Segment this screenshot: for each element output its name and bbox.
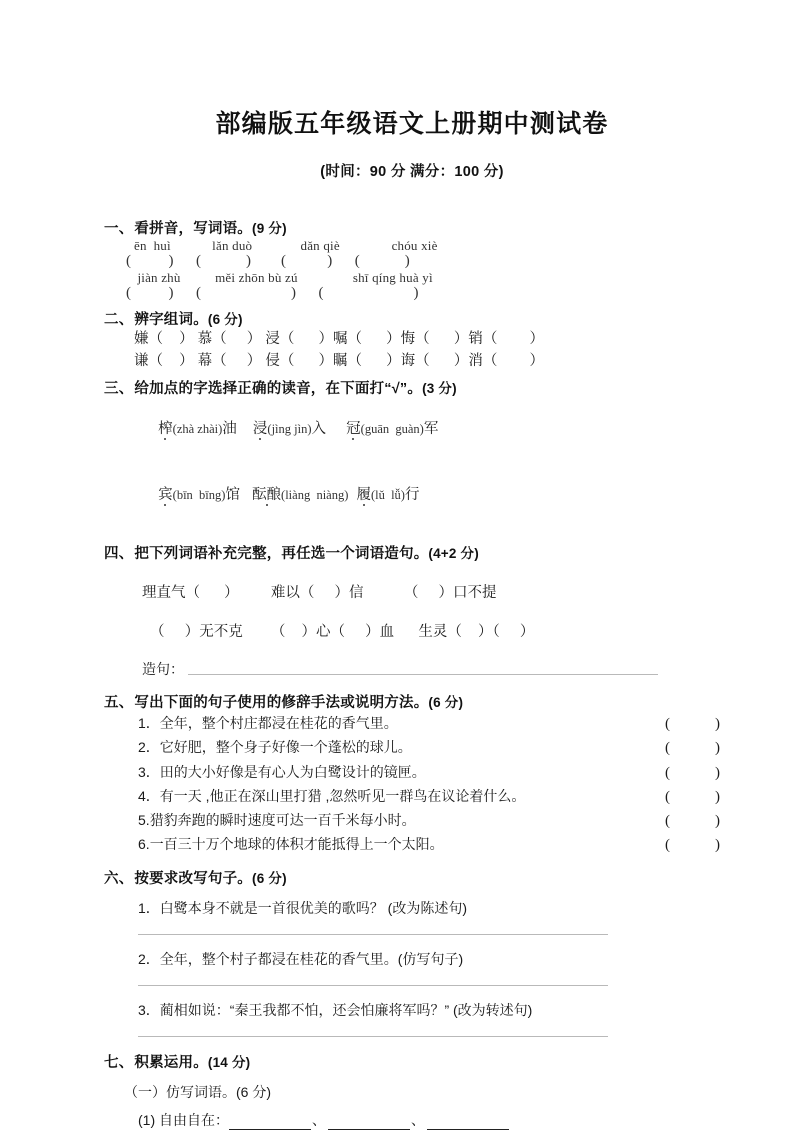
- pron-char-1: 榨: [158, 421, 173, 438]
- rhetoric-item: [104, 785, 720, 809]
- rhetoric-answer-paren[interactable]: ( ): [665, 764, 720, 781]
- rewrite-item-text: 蔺相如说：“秦王我都不怕，还会怕廉将军吗？” (改为转述句): [159, 1001, 533, 1018]
- rhetoric-item: [104, 833, 720, 857]
- imitate-word-item-1: [104, 1110, 720, 1130]
- pron-tail-2: 入: [311, 421, 327, 438]
- imitate-word-blank-3[interactable]: [427, 1116, 509, 1130]
- page-title: 部编版五年级语文上册期中测试卷: [215, 109, 609, 138]
- section-2-heading: [104, 308, 720, 329]
- pron-options-4[interactable]: (bīn bīng): [172, 487, 226, 502]
- rewrite-item-text: 全年，整个村子都浸在桂花的香气里。(仿写句子): [159, 950, 464, 967]
- blank-separator: 、: [411, 1111, 425, 1128]
- rhetoric-item: [104, 712, 720, 736]
- section-5-points: (6 分): [428, 695, 464, 710]
- section-6-number: 六、: [104, 870, 134, 887]
- rhetoric-answer-paren[interactable]: ( ): [665, 716, 720, 732]
- section-3-heading: [104, 377, 720, 398]
- make-sentence-row[interactable]: [104, 659, 720, 679]
- pron-tail-1: 油: [222, 421, 237, 438]
- section-1-title: 看拼音，写词语。: [134, 221, 253, 237]
- pron-options-2[interactable]: (jìng jìn): [267, 422, 312, 437]
- rhetoric-item-text: 全年，整个村庄都浸在桂花的香气里。: [159, 715, 398, 731]
- rhetoric-item-text: 一百三十万个地球的体积才能抵得上一个太阳。: [149, 836, 444, 853]
- section-3-number: 三、: [104, 380, 134, 397]
- section-7-subsection-1-heading: （一）仿写词语。(6 分): [124, 1083, 271, 1100]
- pron-tail-4: 馆: [225, 486, 240, 503]
- rhetoric-answer-paren[interactable]: ( ): [665, 740, 720, 757]
- section-1-points: (9 分): [252, 221, 287, 236]
- pron-options-6[interactable]: (lǔ lǚ): [370, 487, 405, 502]
- section-1-heading: [104, 217, 720, 238]
- idiom-row-1[interactable]: 理直气（ ） 难以（ ）信 （ ）口不提: [142, 585, 497, 601]
- section-4-heading: [104, 542, 720, 563]
- rewrite-answer-rule[interactable]: [138, 1036, 608, 1037]
- rhetoric-item-number: 2．: [138, 739, 160, 756]
- rewrite-item-number: 2．: [138, 950, 160, 967]
- rhetoric-answer-paren[interactable]: ( ): [665, 788, 720, 805]
- section-7-heading: [104, 1051, 720, 1072]
- rhetoric-item: [104, 809, 720, 833]
- section-2-number: 二、: [104, 312, 134, 328]
- pronunciation-row-1[interactable]: [104, 398, 720, 463]
- rhetoric-item-text: 田的大小好像是有心人为白鹭设计的镜匣。: [159, 763, 426, 780]
- rewrite-item-number: 1．: [138, 899, 160, 916]
- rhetoric-item-number: 3．: [138, 763, 160, 780]
- section-5-heading: [104, 691, 720, 712]
- rhetoric-item-number: 4．: [138, 787, 160, 804]
- section-6-title: 按要求改写句子。: [134, 870, 253, 887]
- rewrite-item: [104, 949, 720, 969]
- rewrite-item: [104, 1000, 720, 1020]
- pron-char-4: 宾: [158, 486, 173, 503]
- section-6-heading: [104, 867, 720, 888]
- pron-char-3: 冠: [346, 421, 361, 438]
- section-1-number: 一、: [104, 221, 134, 237]
- rewrite-answer-rule[interactable]: [138, 985, 608, 986]
- pron-char-5: 酝酿: [252, 486, 282, 503]
- char-pair-row-2[interactable]: 谦（ ） 幕（ ） 侵（ ）瞩（ ）诲（ ）消（ ）: [134, 352, 545, 369]
- section-4-title: 把下列词语补充完整，再任选一个词语造句。: [134, 546, 429, 562]
- section-7-number: 七、: [104, 1054, 134, 1071]
- rewrite-answer-rule[interactable]: [138, 934, 608, 935]
- section-5-number: 五、: [104, 695, 134, 711]
- answer-parens-row-2[interactable]: ( ) ( ) ( ): [126, 285, 419, 301]
- exam-sheet: [104, 0, 720, 1130]
- rhetoric-item-number: 6.: [138, 836, 150, 853]
- pinyin-row-2: jiàn zhù měi zhōn bù zú shī qíng huà yì: [134, 270, 433, 285]
- paper-subtitle: (时间：90 分 满分：100 分): [320, 164, 504, 180]
- imitate-word-blank-2[interactable]: [328, 1116, 410, 1130]
- answer-parens-row-1[interactable]: ( ) ( ) ( ) ( ): [126, 253, 410, 269]
- char-pair-row-1[interactable]: 嫌（ ） 慕（ ） 浸（ ）嘱（ ）悔（ ）销（ ）: [134, 331, 545, 347]
- section-4-number: 四、: [104, 546, 134, 562]
- section-7-points: (14 分): [207, 1054, 251, 1070]
- pron-tail-3: 军: [423, 421, 439, 438]
- pron-char-2: 浸: [252, 421, 268, 438]
- make-sentence-label: 造句：: [142, 661, 184, 677]
- rhetoric-item-text: 有一天 ,他正在深山里打猎 ,忽然听见一群鸟在议论着什么。: [159, 787, 526, 804]
- section-5-title: 写出下面的句子使用的修辞手法或说明方法。: [134, 695, 429, 711]
- rhetoric-answer-paren[interactable]: ( ): [665, 837, 720, 854]
- rhetoric-item-number: 1．: [138, 715, 160, 731]
- rewrite-item-text: 白鹭本身不就是一首很优美的歌吗？ (改为陈述句): [159, 899, 468, 916]
- pron-options-1[interactable]: (zhà zhài): [172, 422, 223, 437]
- rhetoric-item-number: 5.: [138, 812, 150, 829]
- section-3-title: 给加点的字选择正确的读音，在下面打“√”。: [134, 380, 423, 397]
- rewrite-item: [104, 898, 720, 918]
- section-6-points: (6 分): [252, 870, 287, 886]
- imitate-word-blank-1[interactable]: [229, 1116, 311, 1130]
- section-2-title: 辨字组词。: [134, 312, 208, 328]
- blank-separator: 、: [312, 1111, 326, 1128]
- rhetoric-item-text: 它好肥，整个身子好像一个蓬松的球儿。: [159, 739, 412, 756]
- rhetoric-answer-paren[interactable]: ( ): [665, 813, 720, 830]
- pron-tail-6: 行: [404, 486, 420, 503]
- imitate-word-label: (1) 自由自在：: [138, 1111, 229, 1128]
- pronunciation-row-2[interactable]: [104, 463, 720, 528]
- pron-options-3[interactable]: (guān guàn): [360, 422, 424, 437]
- rhetoric-item-text: 猎豹奔跑的瞬时速度可达一百千米每小时。: [149, 812, 416, 829]
- rewrite-item-number: 3．: [138, 1001, 160, 1018]
- section-7-title: 积累运用。: [134, 1054, 208, 1071]
- pron-options-5[interactable]: (liàng niàng): [281, 487, 349, 502]
- section-3-points: (3 分): [422, 380, 457, 396]
- pron-char-6: 履: [356, 486, 371, 503]
- pinyin-row-1: ēn huì lǎn duò dǎn qiè chóu xiè: [134, 238, 438, 253]
- idiom-row-2[interactable]: （ ）无不克 （ ）心（ ）血 生灵（ ）（ ）: [142, 624, 535, 640]
- section-4-points: (4+2 分): [428, 546, 479, 561]
- rhetoric-item: [104, 736, 720, 760]
- make-sentence-answer-rule[interactable]: [188, 674, 658, 675]
- rhetoric-item: [104, 761, 720, 785]
- section-2-points: (6 分): [207, 312, 243, 327]
